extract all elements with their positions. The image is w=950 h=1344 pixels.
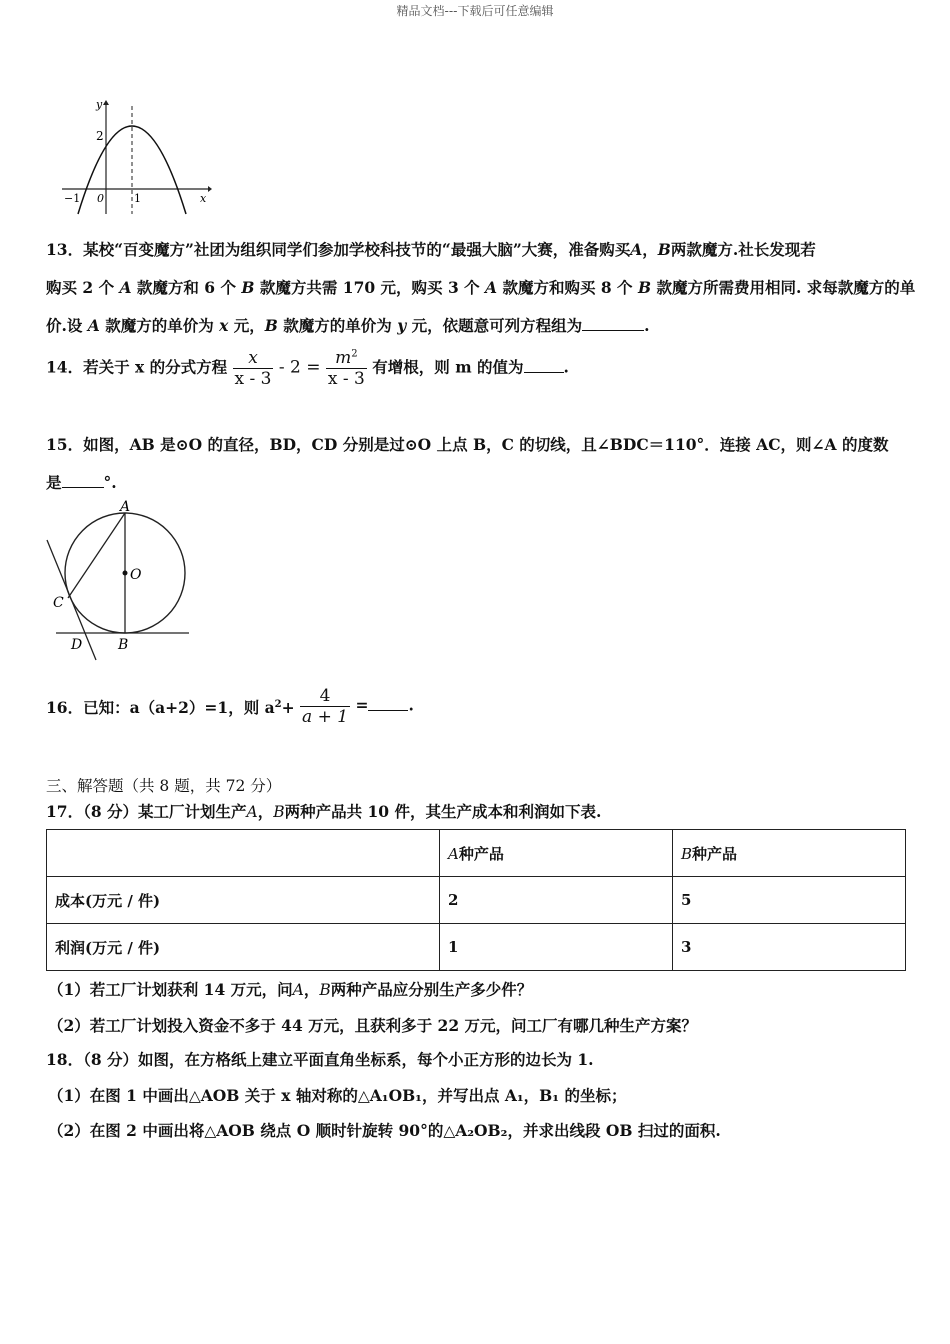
q18-title: 18．（8 分）如图，在方格纸上建立平面直角坐标系，每个小正方形的边长为 1. — [46, 1050, 594, 1069]
t: 款魔方和购买 8 个 — [497, 278, 638, 297]
q13-line3 — [46, 314, 650, 336]
chord-ac — [68, 513, 125, 598]
row-label: 利润(万元 / 件) — [47, 924, 440, 971]
var-b: B — [319, 981, 331, 999]
frac1-num: x — [248, 348, 258, 368]
t: . — [408, 695, 414, 715]
frac-num: 4 — [319, 686, 331, 706]
plus: + — [281, 697, 295, 717]
fraction-2 — [326, 348, 367, 389]
label-b: B — [118, 637, 129, 653]
q16-prefix: 16．已知：a（a+2）=1，则 a — [46, 697, 275, 717]
sep: ， — [642, 240, 658, 259]
q14-prefix: 14．若关于 x 的分式方程 — [46, 357, 228, 377]
sep: ， — [303, 980, 320, 999]
label-o: O — [130, 567, 142, 583]
cell-a: 2 — [440, 877, 673, 924]
table-row — [47, 924, 906, 971]
letter-b: B — [681, 844, 693, 863]
letter-a: A — [448, 844, 459, 863]
q14-mid: - 2 = — [278, 357, 321, 378]
page-header: 精品文档---下载后可任意编辑 — [396, 4, 554, 18]
t: . — [563, 357, 569, 377]
q14-suffix: 有增根，则 m 的值为 — [372, 357, 524, 377]
header-cell-empty — [47, 830, 440, 877]
table-header-row — [47, 830, 906, 877]
q17-title — [46, 800, 601, 822]
cell-b: 3 — [673, 924, 906, 971]
q16-line — [46, 686, 414, 727]
q13-line1 — [46, 238, 816, 260]
var-a: A — [87, 316, 100, 335]
q15-line2 — [46, 471, 117, 493]
answer-blank[interactable] — [62, 473, 104, 488]
t: 款魔方所需费用相同. 求每款魔方的单 — [651, 278, 916, 297]
q16-lead — [46, 696, 295, 718]
t: 两种产品共 10 件，其生产成本和利润如下表. — [284, 802, 602, 821]
t: （1）若工厂计划获利 14 万元，问 — [48, 980, 293, 999]
cell-b: 5 — [673, 877, 906, 924]
eq: = — [355, 695, 369, 715]
q15-line1: 15．如图，AB 是⊙O 的直径，BD，CD 分别是过⊙O 上点 B，C 的切线，且∠BDC＝110°．连接 AC，则∠A 的度数 — [46, 435, 889, 454]
q13-line2 — [46, 276, 915, 298]
q18-part1: （1）在图 1 中画出△AOB 关于 x 轴对称的△A₁OB₁，并写出点 A₁，B₁ 的坐标； — [48, 1086, 627, 1105]
t: 元， — [228, 316, 265, 335]
tick-1: 1 — [134, 192, 141, 205]
t: 元，依题意可列方程组为 — [406, 316, 583, 335]
cost-profit-table — [46, 829, 906, 971]
x-axis-arrow — [208, 186, 212, 192]
t: 是 — [46, 473, 62, 492]
center-dot — [123, 571, 128, 576]
answer-blank[interactable] — [368, 696, 408, 711]
q16-fraction — [300, 686, 350, 727]
section-3-title: 三、解答题（共 8 题，共 72 分） — [46, 777, 282, 795]
label-a: A — [120, 499, 131, 515]
t: 款魔方的单价为 — [99, 316, 220, 335]
tick-2: 2 — [96, 129, 104, 143]
row-label: 成本(万元 / 件) — [47, 877, 440, 924]
frac2-num — [326, 348, 367, 368]
var-a: A — [292, 981, 304, 999]
t: 两种产品应分别生产多少件？ — [330, 980, 533, 999]
var-b: B — [241, 278, 255, 297]
tick-neg1: −1 — [64, 192, 81, 205]
frac-den: a + 1 — [302, 707, 349, 727]
frac1-den: x - 3 — [234, 369, 272, 389]
t: 17．（8 分）某工厂计划生产 — [46, 802, 247, 821]
parabola-graph — [58, 96, 213, 218]
header-b-label: 种产品 — [692, 844, 738, 863]
var-y: y — [397, 316, 407, 335]
var-b: B — [657, 240, 671, 259]
answer-blank[interactable] — [524, 358, 564, 373]
x-label: x — [200, 192, 207, 205]
var-a: A — [246, 803, 258, 821]
header-cell-a — [440, 830, 673, 877]
t: 购买 2 个 — [46, 278, 120, 297]
t: 价.设 — [46, 316, 88, 335]
table-row — [47, 877, 906, 924]
q17-part1 — [48, 978, 532, 1000]
var-a: A — [485, 278, 498, 297]
q13-text-1-end: 两款魔方.社长发现若 — [670, 240, 816, 259]
t: . — [644, 316, 650, 335]
t: 款魔方和 6 个 — [131, 278, 242, 297]
cell-a: 1 — [440, 924, 673, 971]
q13-text-1: 13．某校“百变魔方”社团为组织同学们参加学校科技节的“最强大脑”大赛，准备购买 — [46, 240, 631, 259]
header-a-label: 种产品 — [458, 844, 504, 863]
label-d: D — [71, 637, 83, 653]
tick-0: 0 — [97, 192, 104, 205]
fraction-1 — [233, 348, 274, 389]
header-cell-b — [673, 830, 906, 877]
var-b: B — [273, 803, 285, 821]
var-b: B — [637, 278, 652, 297]
t: °. — [103, 473, 117, 492]
sup: 2 — [274, 698, 282, 710]
var-a: A — [119, 278, 132, 297]
y-label: y — [96, 98, 103, 111]
label-c: C — [53, 595, 64, 611]
answer-blank[interactable] — [582, 316, 644, 331]
q18-part2: （2）在图 2 中画出将△AOB 绕点 O 顺时针旋转 90°的△A₂OB₂，并求出线段 OB 扫过的面积. — [48, 1121, 721, 1140]
q14-line — [46, 348, 569, 389]
t: 款魔方共需 170 元，购买 3 个 — [254, 278, 486, 297]
m: m — [335, 348, 352, 368]
q17-part2: （2）若工厂计划投入资金不多于 44 万元，且获利多于 22 万元，问工厂有哪几种生产方案？ — [48, 1016, 698, 1035]
frac2-den: x - 3 — [327, 369, 365, 389]
t: 款魔方的单价为 — [277, 316, 398, 335]
var-x: x — [219, 316, 229, 335]
sep: ， — [257, 802, 274, 821]
sup: 2 — [351, 348, 358, 360]
circle-figure — [44, 498, 194, 664]
var-b: B — [264, 316, 278, 335]
var-a: A — [630, 240, 643, 259]
y-axis-arrow — [103, 100, 109, 105]
